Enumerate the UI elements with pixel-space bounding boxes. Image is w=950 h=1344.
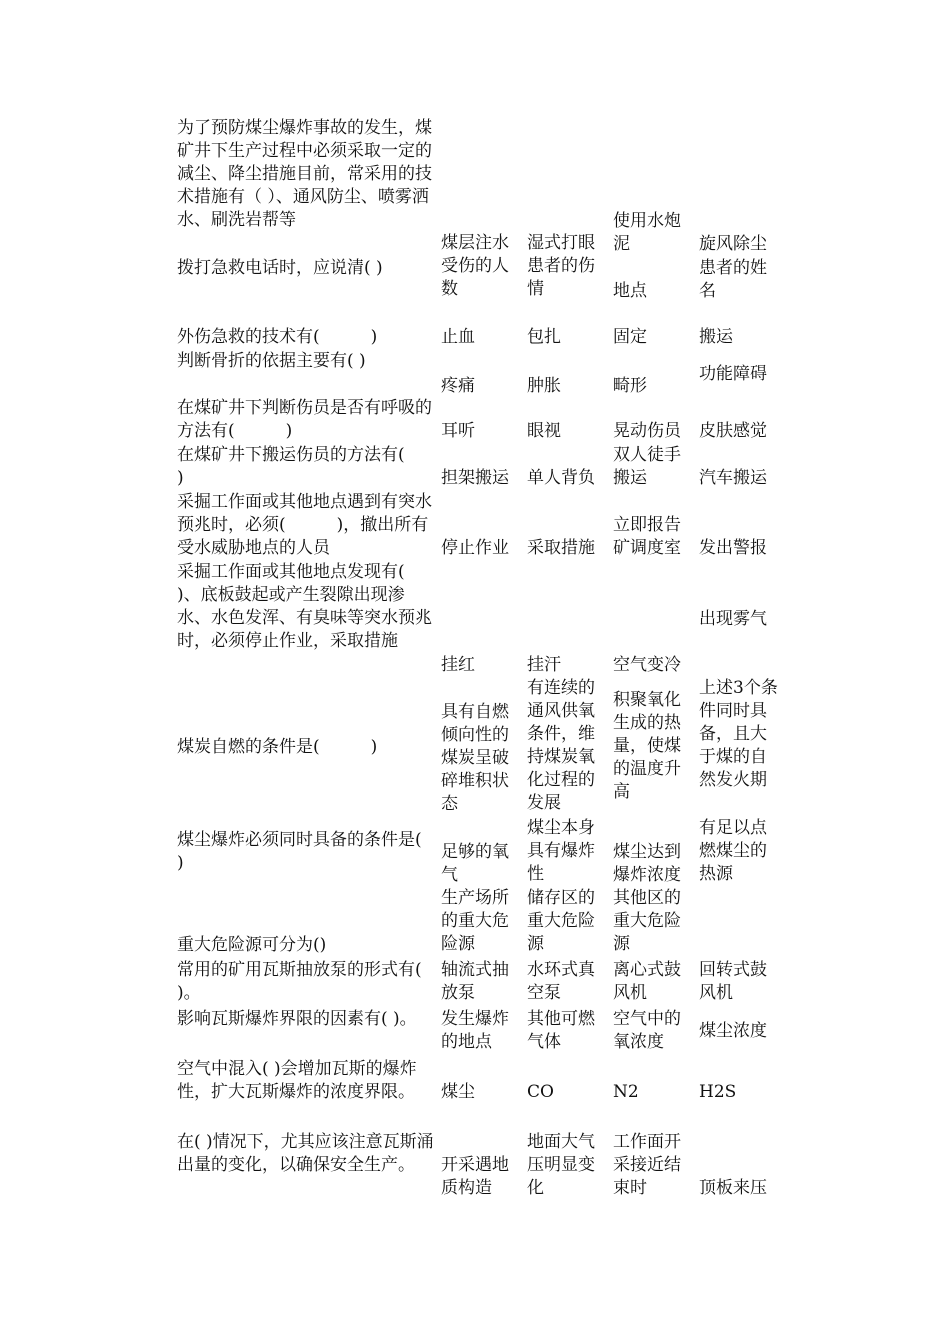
option-b: 地面大气压明显变化: [527, 1132, 595, 1198]
question-text: 煤尘爆炸必须同时具备的条件是( ): [177, 830, 473, 873]
table-row: [0, 561, 950, 677]
option-a: 具有自燃倾向性的煤炭呈破碎堆积状态: [441, 702, 509, 814]
table-row: [0, 232, 950, 304]
option-c: 使用水炮泥: [613, 211, 681, 254]
option-b: 单人背负: [527, 468, 595, 488]
question-text: 在( )情况下，尤其应该注意瓦斯涌出量的变化，以确保安全生产。: [177, 1132, 434, 1175]
table-row: [0, 1058, 950, 1128]
option-b: 湿式打眼患者的伤情: [527, 233, 595, 299]
option-c: 双人徒手搬运: [613, 445, 681, 488]
option-d: 旋风除尘: [699, 234, 767, 254]
option-a: 疼痛: [441, 376, 475, 396]
question-text: 空气中混入( )会增加瓦斯的爆炸性，扩大瓦斯爆炸的浓度界限。: [177, 1059, 417, 1102]
option-a: 开采遇地质构造: [441, 1155, 509, 1198]
table-row: [0, 887, 950, 957]
option-a: 发生爆炸的地点: [441, 1009, 509, 1052]
option-b: 其他可燃气体: [527, 1009, 595, 1052]
option-c: 空气变冷: [613, 655, 681, 675]
option-b: 储存区的重大危险源: [527, 888, 595, 954]
option-c: 晃动伤员: [613, 421, 681, 441]
option-d: 有足以点燃煤尘的热源: [699, 818, 767, 884]
option-c: 空气中的氧浓度: [613, 1009, 681, 1052]
table-row: [0, 677, 950, 817]
table-row: [0, 1131, 950, 1203]
option-a: 煤层注水受伤的人数: [441, 233, 509, 299]
question-text: 判断骨折的依据主要有( ): [177, 351, 366, 371]
option-d: 患者的姓名: [699, 258, 767, 301]
option-c: 其他区的重大危险源: [613, 888, 681, 954]
option-a: 生产场所的重大危险源: [441, 888, 509, 954]
option-b: 水环式真空泵: [527, 960, 595, 1003]
option-d: 功能障碍: [699, 364, 767, 384]
option-a: 轴流式抽放泵: [441, 960, 509, 1003]
question-text: 常用的矿用瓦斯抽放泵的形式有( )。: [177, 960, 428, 1003]
table-row: [0, 817, 950, 887]
option-b: CO: [527, 1082, 554, 1102]
option-d: 顶板来压: [699, 1178, 767, 1198]
option-d: 皮肤感觉: [699, 421, 767, 441]
question-text: 煤炭自燃的条件是( ): [177, 737, 378, 757]
option-c: 积聚氧化生成的热量，使煤的温度升高: [613, 690, 681, 802]
question-text: 在煤矿井下判断伤员是否有呼吸的方法有( ): [177, 398, 432, 441]
question-text: 为了预防煤尘爆炸事故的发生，煤矿井下生产过程中必须采取一定的减尘、降尘措施目前，常采用的技术措施有（ ）、通风防尘、喷雾洒水、刷洗岩帮等: [177, 118, 432, 230]
table-row: [0, 350, 950, 396]
option-d: 出现雾气: [699, 609, 767, 629]
question-text: 采掘工作面或其他地点发现有( )、底板鼓起或产生裂隙出现渗水、水色发浑、有臭味等突水预兆时，必须停止作业，采取措施: [177, 562, 456, 651]
option-a: 足够的氧气: [441, 842, 509, 885]
table-row: [0, 491, 950, 561]
option-c: 畸形: [613, 376, 647, 396]
question-text: 影响瓦斯爆炸界限的因素有( )。: [177, 1009, 417, 1029]
option-d: 上述3个条件同时具备，且大于煤的自然发火期: [699, 678, 778, 790]
option-c: 地点: [613, 281, 647, 301]
option-d: 发出警报: [699, 538, 767, 558]
option-d: 回转式鼓风机: [699, 960, 767, 1003]
question-text: 拨打急救电话时，应说清( ): [177, 258, 383, 278]
option-c: 固定: [613, 327, 647, 347]
option-c: 立即报告矿调度室: [613, 515, 681, 558]
option-b: 肿胀: [527, 376, 561, 396]
question-text: 重大危险源可分为(): [177, 935, 327, 955]
option-b: 采取措施: [527, 538, 595, 558]
option-d: 煤尘浓度: [699, 1021, 767, 1041]
question-text: 外伤急救的技术有( ): [177, 327, 378, 347]
question-text: 采掘工作面或其他地点遇到有突水预兆时，必须( )，撤出所有受水威胁地点的人员: [177, 492, 432, 558]
option-b: 有连续的通风供氧条件，维持煤炭氧化过程的发展: [527, 678, 595, 813]
option-b: 煤尘本身具有爆炸性: [527, 818, 595, 884]
option-d: H2S: [699, 1082, 737, 1102]
option-a: 挂红: [441, 655, 475, 675]
option-c: N2: [613, 1082, 639, 1102]
option-a: 煤尘: [441, 1082, 475, 1102]
table-row: [0, 1008, 950, 1054]
option-b: 挂汗: [527, 655, 561, 675]
option-b: 眼视: [527, 421, 561, 441]
question-text: 在煤矿井下搬运伤员的方法有( ): [177, 445, 456, 488]
option-d: 搬运: [699, 327, 733, 347]
option-d: 汽车搬运: [699, 468, 767, 488]
option-c: 离心式鼓风机: [613, 960, 681, 1003]
option-a: 担架搬运: [441, 468, 509, 488]
table-row: [0, 959, 950, 1005]
table-row: [0, 444, 950, 490]
option-a: 耳听: [441, 421, 475, 441]
table-row: [0, 326, 950, 350]
option-b: 包扎: [527, 327, 561, 347]
option-c: 工作面开采接近结束时: [613, 1132, 681, 1198]
table-row: [0, 397, 950, 443]
option-a: 停止作业: [441, 538, 509, 558]
option-c: 煤尘达到爆炸浓度: [613, 842, 681, 885]
option-a: 止血: [441, 327, 475, 347]
